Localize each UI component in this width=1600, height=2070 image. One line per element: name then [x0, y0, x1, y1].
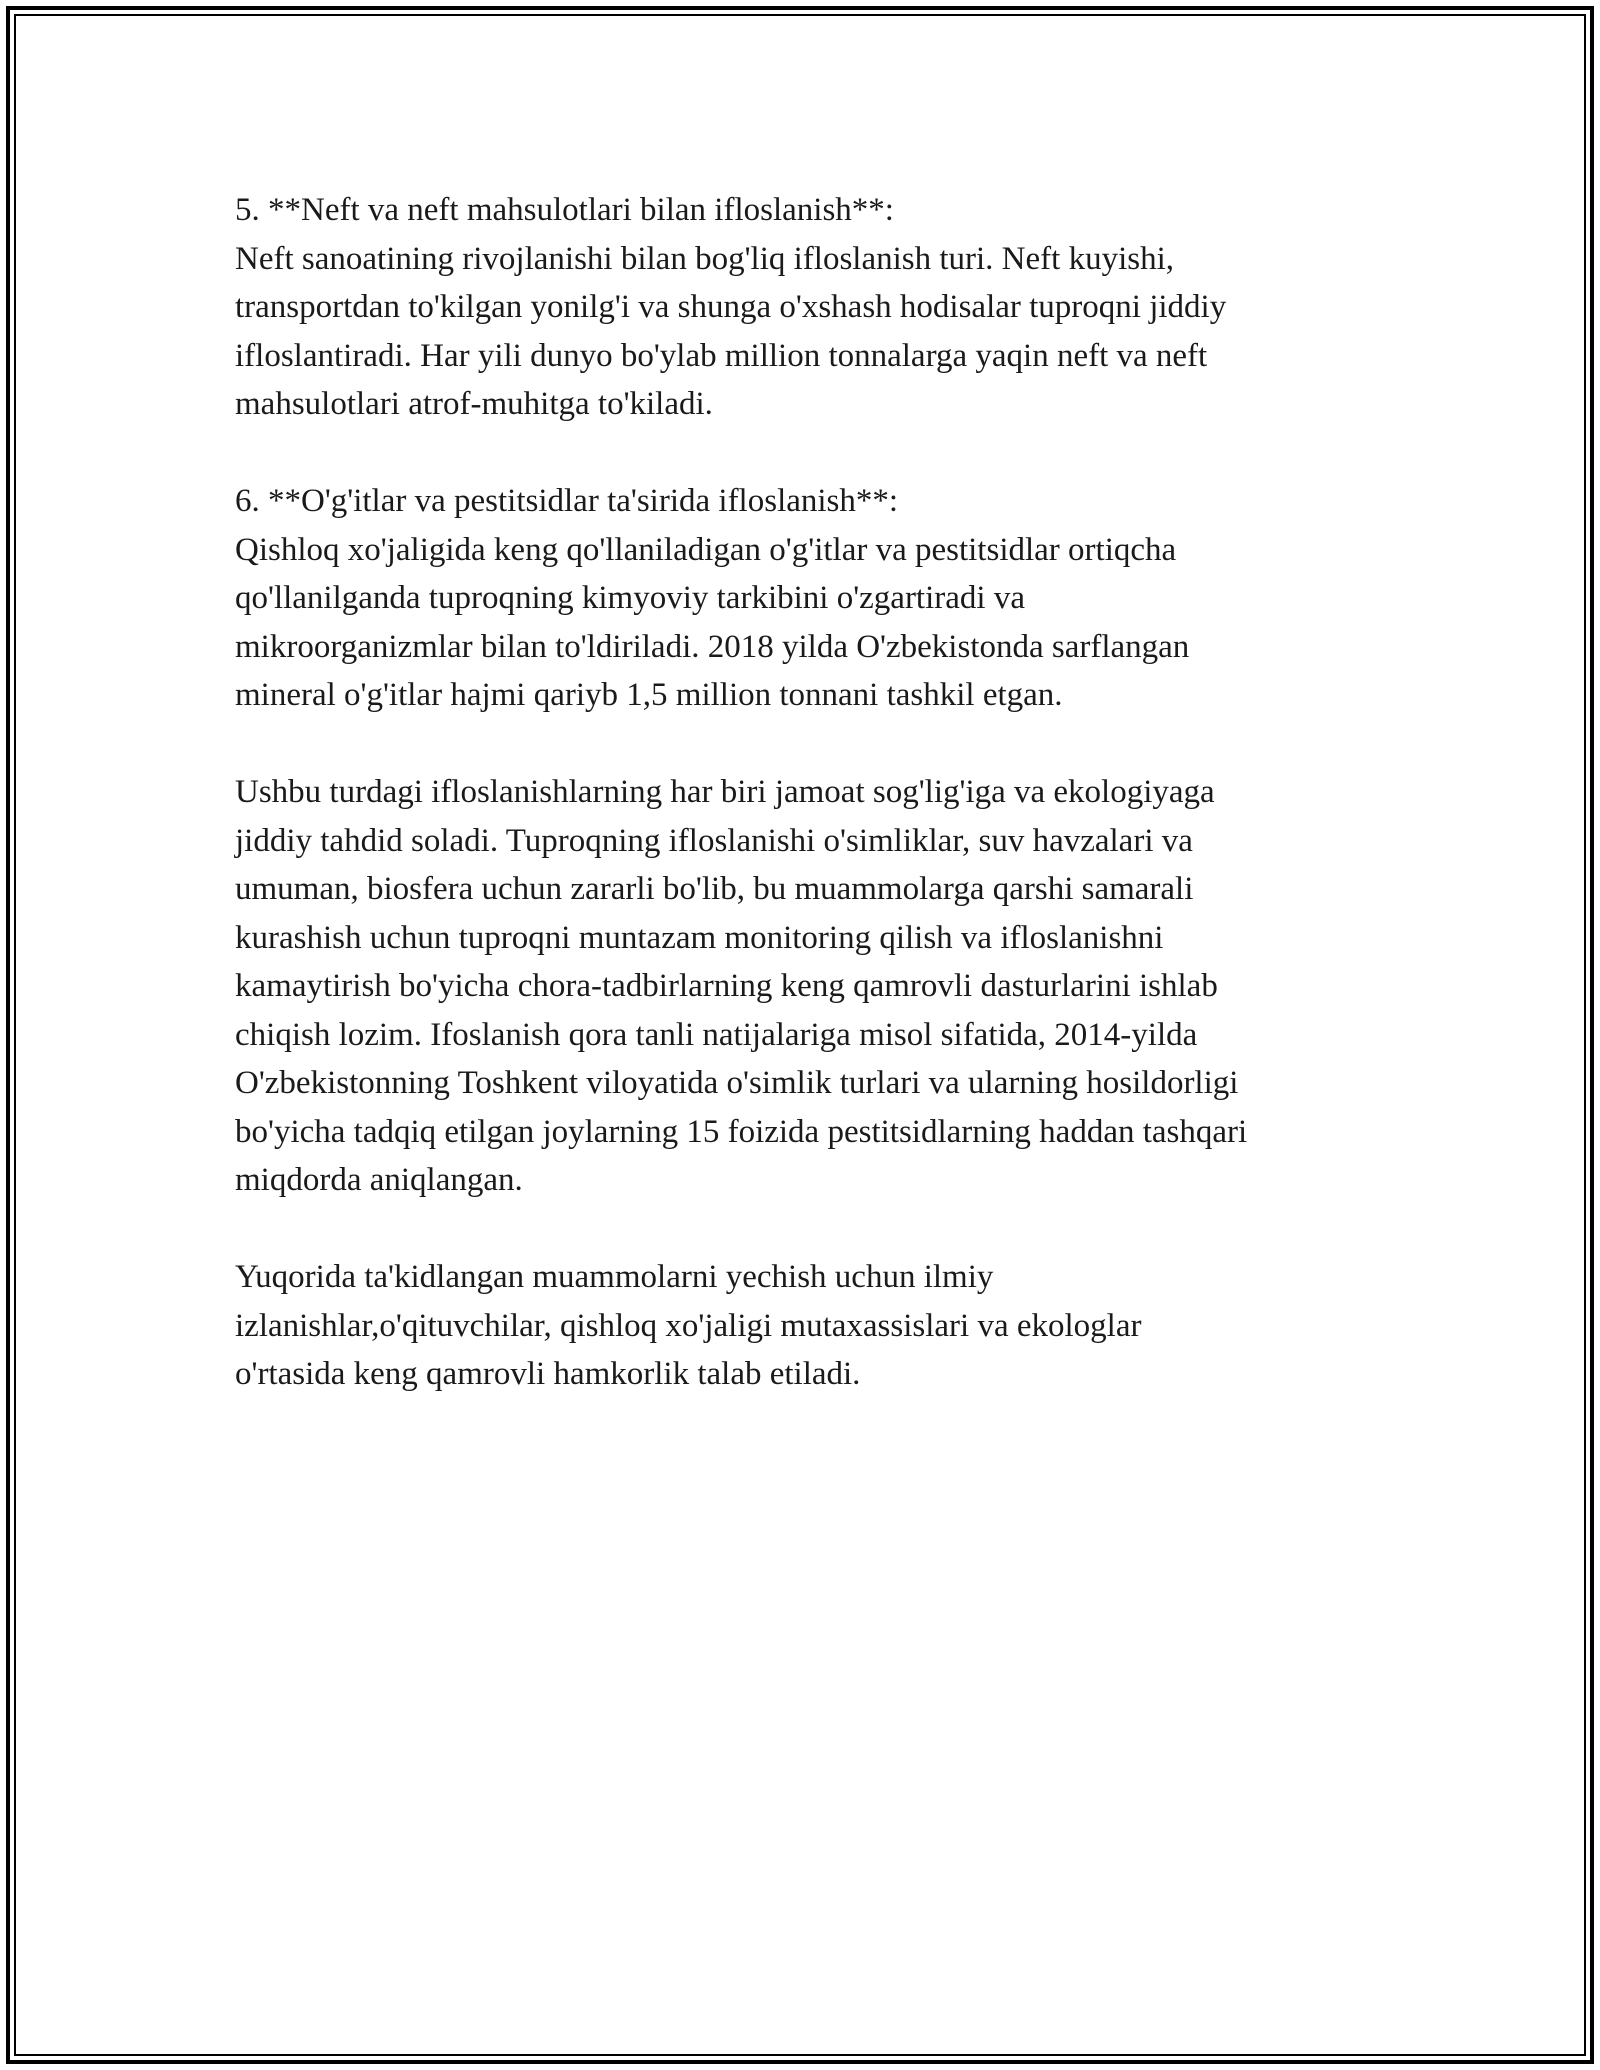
- conclusion-paragraph: [235, 1253, 1385, 1399]
- paragraph-line: Yuqorida ta'kidlangan muammolarni yechish uchun ilmiy: [235, 1259, 994, 1295]
- paragraph-line: kurashish uchun tuproqni muntazam monitoring qilish va ifloslanishni: [235, 919, 1164, 956]
- section-heading: 5. **Neft va neft mahsulotlari bilan ifloslanish**:: [235, 192, 894, 228]
- paragraph-line: qo'llanilganda tuproqning kimyoviy tarkibini o'zgartiradi va: [235, 580, 1025, 616]
- section-5: [235, 186, 1385, 429]
- paragraph-line: jiddiy tahdid soladi. Tuproqning ifloslanishi o'simliklar, suv havzalari va: [235, 822, 1193, 859]
- paragraph-line: Neft sanoatining rivojlanishi bilan bog'liq ifloslanish turi. Neft kuyishi,: [235, 240, 1175, 277]
- paragraph-line: Ushbu turdagi ifloslanishlarning har biri jamoat sog'lig'iga va ekologiyaga: [235, 774, 1215, 810]
- document-body: [235, 186, 1385, 1447]
- paragraph-line: mineral o'g'itlar hajmi qariyb 1,5 million tonnani tashkil etgan.: [235, 677, 1063, 713]
- section-6: [235, 477, 1385, 720]
- paragraph-line: miqdorda aniqlangan.: [235, 1162, 523, 1198]
- paragraph-line: ifloslantiradi. Har yili dunyo bo'ylab million tonnalarga yaqin neft va neft: [235, 337, 1208, 374]
- paragraph-line: mikroorganizmlar bilan to'ldiriladi. 2018 yilda O'zbekistonda sarflangan: [235, 628, 1190, 665]
- paragraph-line: umuman, biosfera uchun zararli bo'lib, bu muammolarga qarshi samarali: [235, 871, 1194, 907]
- paragraph-line: transportdan to'kilgan yonilg'i va shunga o'xshash hodisalar tuproqni jiddiy: [235, 289, 1227, 325]
- paragraph-line: Qishloq xo'jaligida keng qo'llaniladigan o'g'itlar va pestitsidlar ortiqcha: [235, 531, 1177, 568]
- paragraph-line: mahsulotlari atrof-muhitga to'kiladi.: [235, 386, 713, 422]
- paragraph-line: izlanishlar,o'qituvchilar, qishloq xo'jaligi mutaxassislari va ekologlar: [235, 1307, 1142, 1344]
- paragraph-line: kamaytirish bo'yicha chora-tadbirlarning keng qamrovli dasturlarini ishlab: [235, 968, 1218, 1004]
- summary-paragraph: [235, 768, 1385, 1205]
- paragraph-line: O'zbekistonning Toshkent viloyatida o'simlik turlari va ularning hosildorligi: [235, 1065, 1239, 1101]
- paragraph-line: chiqish lozim. Ifoslanish qora tanli natijalariga misol sifatida, 2014-yilda: [235, 1016, 1198, 1053]
- section-heading: 6. **O'g'itlar va pestitsidlar ta'sirida ifloslanish**:: [235, 483, 899, 519]
- paragraph-line: o'rtasida keng qamrovli hamkorlik talab etiladi.: [235, 1356, 861, 1392]
- paragraph-line: bo'yicha tadqiq etilgan joylarning 15 foizida pestitsidlarning haddan tashqari: [235, 1113, 1248, 1150]
